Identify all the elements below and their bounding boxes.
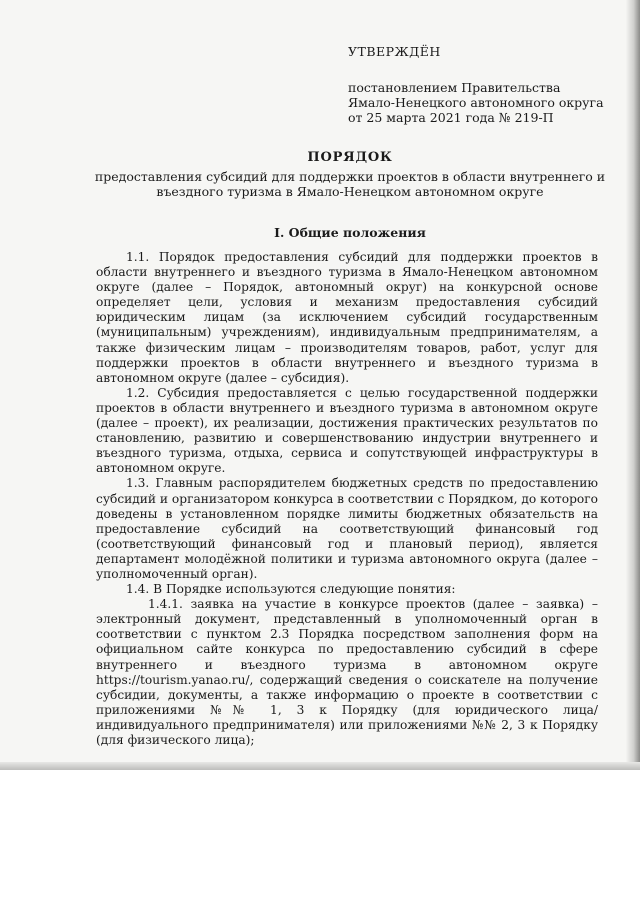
section-heading: I. Общие положения (274, 225, 426, 240)
paragraph-1-3: 1.3. Главным распорядителем бюджетных средств по предоставлению субсидий и организатором конкурса в соответствии с Порядком, до которого доведены в установленном порядке лимиты бюджетных обязательств на предоставление субсидий на соответствующий финансовый год (соответствующий финансовый год и плановый период), является департамент молодёжной политики и туризма автономного округа (далее – уполномоченный орган). (96, 476, 598, 581)
document-body (96, 250, 598, 748)
document-subtitle-line-2: въездного туризма в Ямало-Ненецком автономном округе (156, 184, 544, 199)
paragraph-1-2: 1.2. Субсидия предоставляется с целью государственной поддержки проектов в области внутреннего и въездного туризма в автономном округе (далее – проект), их реализации, достижения практических результатов по становлению, развитию и совершенствованию индустрии внутреннего и въездного туризма, отдыха, сервиса и сопутствующей инфраструктуры в автономном округе. (96, 385, 598, 476)
paragraph-1-4-1: 1.4.1. заявка на участие в конкурсе проектов (далее – заявка) – электронный документ, представленный в уполномоченный орган в соответствии с пунктом 2.3 Порядка посредством заполнения форм на официальном сайте конкурса по предоставлению субсидий в сфере внутреннего и въездного туризма в автономном округе https://tourism.yanao.ru/, содержащий сведения о соискателе на получение субсидии, документы, а также информацию о проекте в соответствии с приложениями №№ 1, 3 к Порядку (для юридического лица/индивидуального предпринимателя) или приложениями №№ 2, 3 к Порядку (для физического лица); (96, 597, 598, 747)
approval-line-3: от 25 марта 2021 года № 219-П (348, 110, 554, 125)
paragraph-1-4: 1.4. В Порядке используются следующие понятия: (126, 582, 456, 597)
approval-line-2: Ямало-Ненецкого автономного округа (348, 95, 604, 110)
scan-edge-shadow (626, 0, 640, 770)
scan-bottom-shadow (0, 762, 640, 770)
approval-line-1: постановлением Правительства (348, 80, 561, 95)
document-subtitle-line-1: предоставления субсидий для поддержки проектов в области внутреннего и (94, 169, 606, 184)
document-title: ПОРЯДОК (307, 150, 393, 165)
approval-title: УТВЕРЖДЁН (348, 44, 441, 59)
paragraph-1-1: 1.1. Порядок предоставления субсидий для поддержки проектов в области внутреннего и въездного туризма в Ямало-Ненецком автономном округе (далее – Порядок, автономный округ) на конкурсной основе определяет цели, условия и механизм предоставления субсидий юридическим лицам (за исключением субсидий государственным (муниципальным) учреждениям), индивидуальным предпринимателям, а также физическим лицам – производителям товаров, работ, услуг для поддержки проектов в области внутреннего и въездного туризма в автономном округе (далее – субсидия). (96, 250, 598, 385)
approval-block (348, 44, 618, 125)
